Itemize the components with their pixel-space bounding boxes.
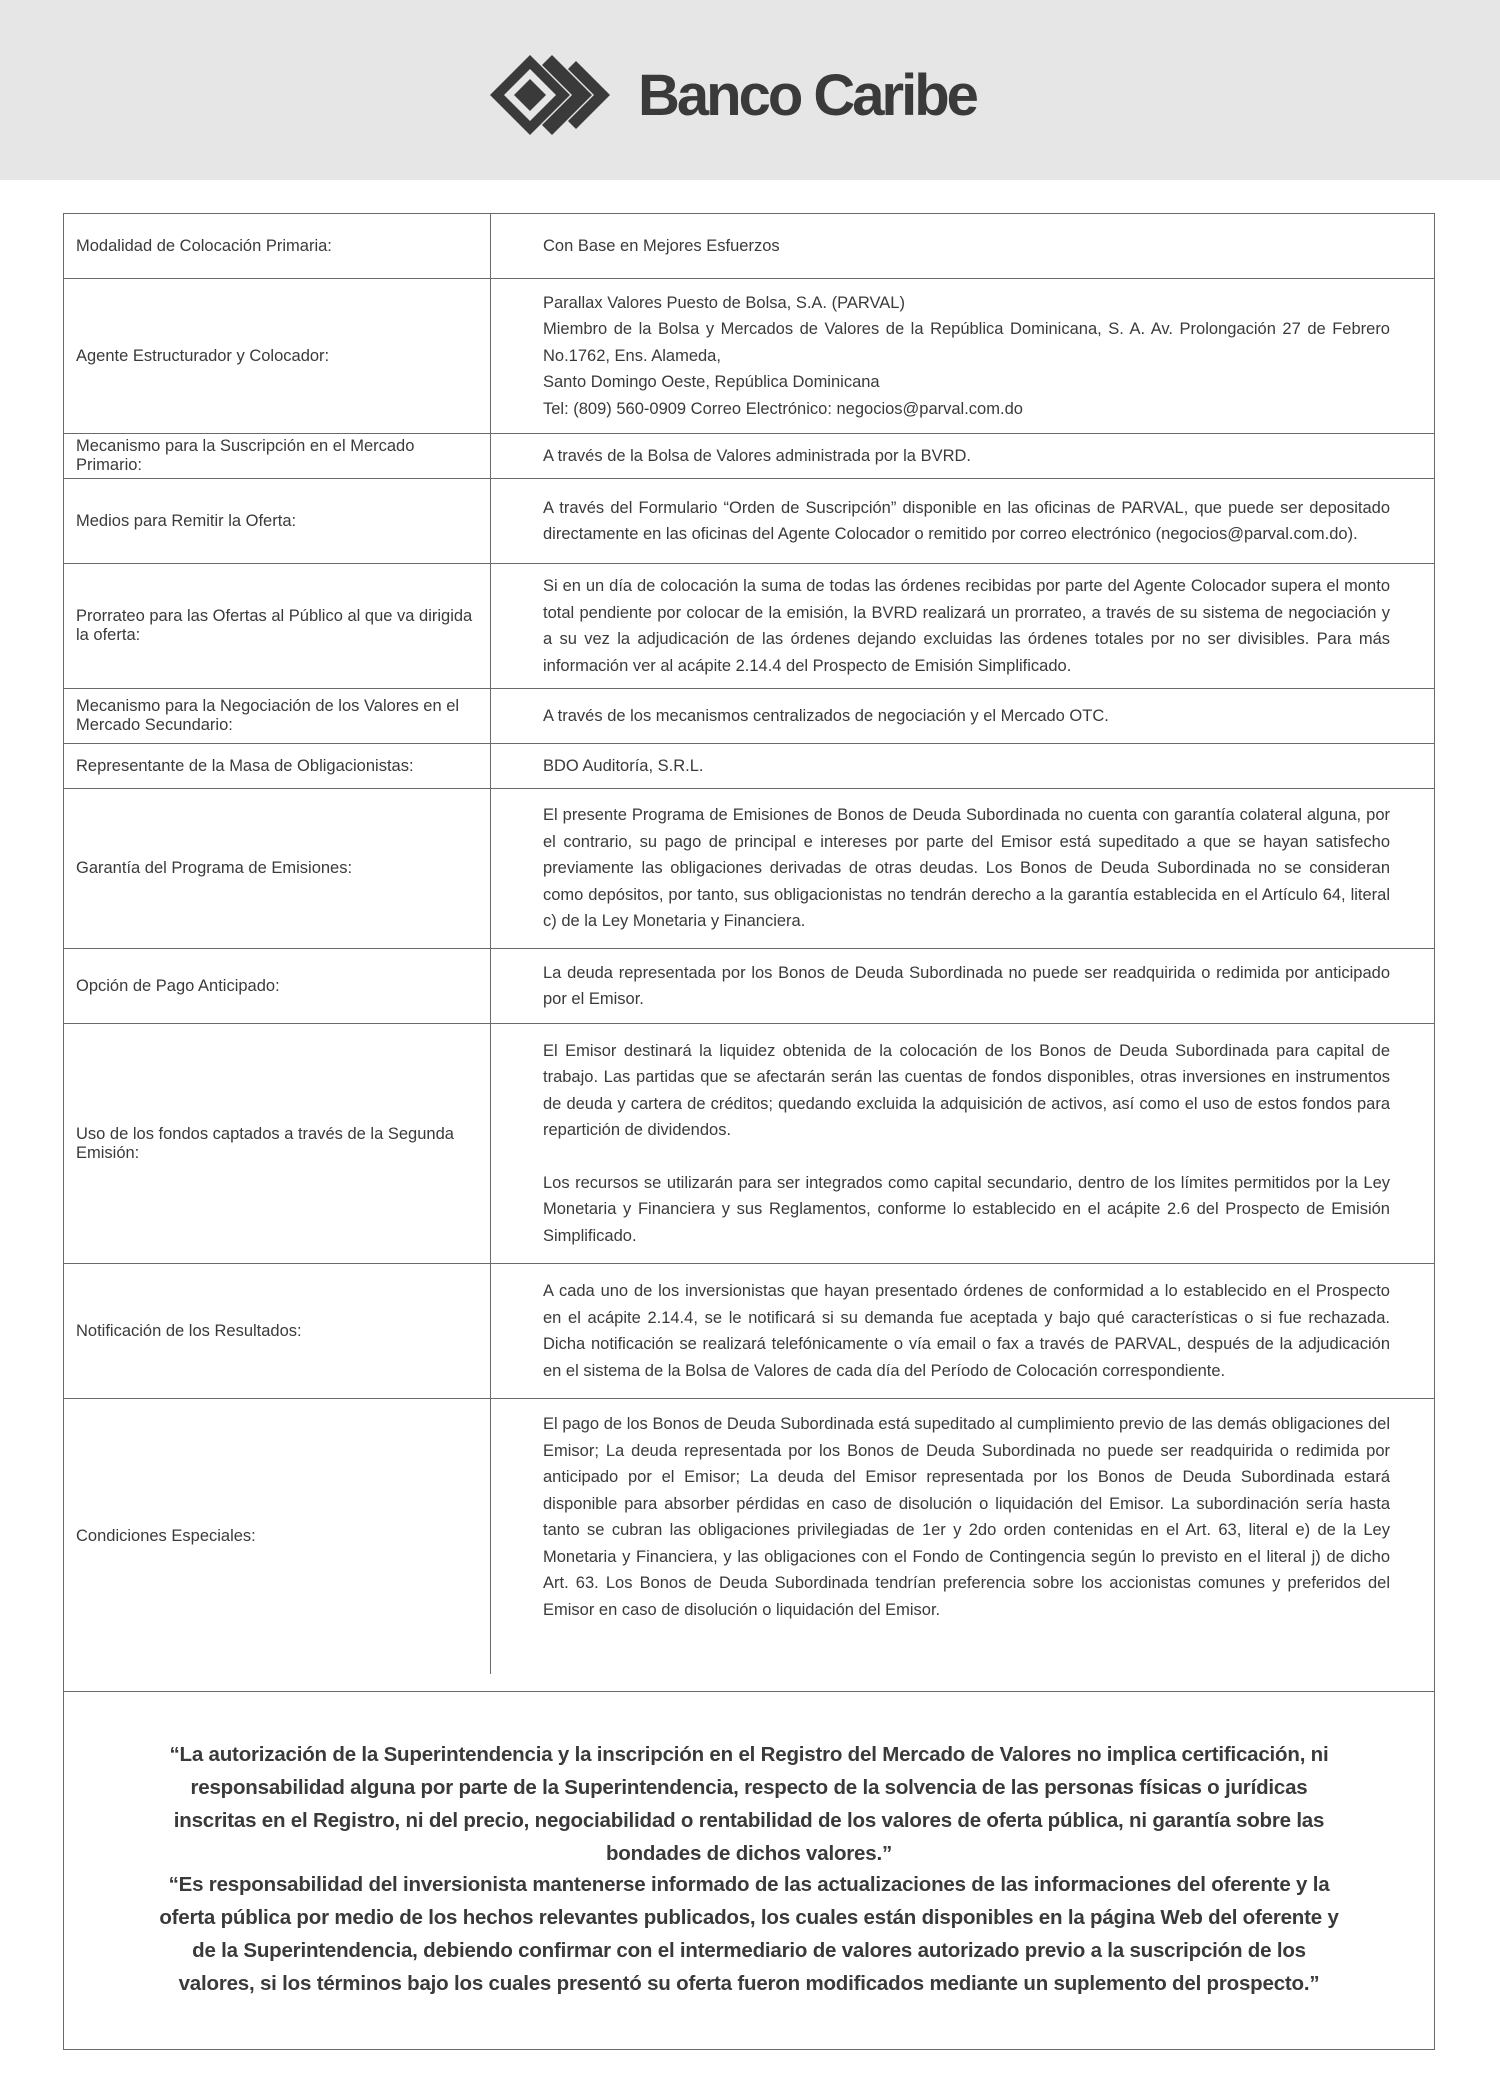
row-value	[491, 214, 1435, 279]
row-value	[491, 789, 1435, 949]
table-row	[64, 789, 1435, 949]
disclaimer-quote-2: “Es responsabilidad del inversionista mantenerse informado de las actualizaciones de las informaciones del oferente y la oferta pública por medio de los hechos relevantes publicados, los cuales están disponibles en la página Web del oferente y de la Superintendencia, debiendo confirmar con el intermediario de valores autorizado previo a la suscripción de los valores, si los términos bajo los cuales presentó su oferta fueron modificados mediante un suplemento del prospecto.”	[159, 1873, 1339, 1995]
table-row	[64, 279, 1435, 434]
row-value-paragraph: A través de la Bolsa de Valores administrada por la BVRD.	[543, 446, 971, 465]
row-value-paragraph: A través del Formulario “Orden de Suscripción” disponible en las oficinas de PARVAL, que puede ser depositado directamente en las oficinas del Agente Colocador o remitido por correo electrónico (negocios@parval.com.do).	[543, 498, 1390, 543]
row-value	[491, 564, 1435, 689]
row-value-paragraph: El Emisor destinará la liquidez obtenida de la colocación de los Bonos de Deuda Subordinada para capital de trabajo. Las partidas que se afectarán serán las cuentas de fondos disponibles, otras inversiones en instrumentos de deuda y cartera de créditos; quedando excluida la adquisición de activos, así como el uso de estos fondos para repartición de dividendos.	[543, 1041, 1390, 1140]
row-value	[491, 689, 1435, 744]
table-row	[64, 479, 1435, 564]
row-value-paragraph: Los recursos se utilizarán para ser integrados como capital secundario, dentro de los límites permitidos por la Ley Monetaria y Financiera y sus Reglamentos, conforme lo establecido en el acápite 2.6 del Prospecto de Emisión Simplificado.	[543, 1173, 1390, 1245]
row-value	[491, 279, 1435, 434]
row-value-paragraph: El pago de los Bonos de Deuda Subordinada está supeditado al cumplimiento previo de las demás obligaciones del Emisor; La deuda representada por los Bonos de Deuda Subordinada no puede ser readquirida o redimida por anticipado por el Emisor; La deuda del Emisor representada por los Bonos de Deuda Subordinada estará disponible para absorber pérdidas en caso de disolución o liquidación del Emisor. La subordinación sería hasta tanto se cubran las obligaciones privilegiadas de 1er y 2do orden contenidas en el Art. 63, literal e) de la Ley Monetaria y Financiera, y las obligaciones con el Fondo de Contingencia según lo previsto en el literal j) de dicho Art. 63. Los Bonos de Deuda Subordinada tendrían preferencia sobre los accionistas comunes y preferidos del Emisor en caso de disolución o liquidación del Emisor.	[543, 1415, 1390, 1619]
row-value-paragraph: La deuda representada por los Bonos de Deuda Subordinada no puede ser readquirida o redimida por anticipado por el Emisor.	[543, 963, 1390, 1008]
row-label: Uso de los fondos captados a través de la Segunda Emisión:	[64, 1024, 491, 1264]
row-label: Representante de la Masa de Obligacionistas:	[64, 744, 491, 789]
table-row	[64, 1264, 1435, 1399]
disclaimer-section	[63, 1691, 1435, 2051]
row-value	[491, 479, 1435, 564]
row-value-paragraph: Si en un día de colocación la suma de todas las órdenes recibidas por parte del Agente Colocador supera el monto total pendiente por colocar de la emisión, la BVRD realizará un prorrateo, a través de su sistema de negociación y a su vez la adjudicación de las órdenes dejando excluidas las órdenes totales por no ser divisibles. Para más información ver al acápite 2.14.4 del Prospecto de Emisión Simplificado.	[543, 577, 1390, 675]
row-label: Condiciones Especiales:	[64, 1399, 491, 1674]
row-label: Modalidad de Colocación Primaria:	[64, 214, 491, 279]
row-value-paragraph: A cada uno de los inversionistas que hayan presentado órdenes de conformidad a lo establecido en el Prospecto en el acápite 2.14.4, se le notificará si su demanda fue aceptada y bajo qué características o si fue rechazada. Dicha notificación se realizará telefónicamente o vía email o fax a través de PARVAL, después de la adjudicación en el sistema de la Bolsa de Valores de cada día del Período de Colocación correspondiente.	[543, 1282, 1390, 1380]
table-row	[64, 949, 1435, 1024]
row-value-paragraph: A través de los mecanismos centralizados de negociación y el Mercado OTC.	[543, 706, 1109, 725]
row-label: Mecanismo para la Negociación de los Valores en el Mercado Secundario:	[64, 689, 491, 744]
row-value	[491, 1024, 1435, 1264]
table-row	[64, 744, 1435, 789]
row-label: Mecanismo para la Suscripción en el Mercado Primario:	[64, 434, 491, 479]
offer-details-table	[63, 213, 1435, 1674]
row-label: Garantía del Programa de Emisiones:	[64, 789, 491, 949]
table-row	[64, 434, 1435, 479]
row-value	[491, 744, 1435, 789]
table-row	[64, 1399, 1435, 1674]
row-value	[491, 434, 1435, 479]
row-value-paragraph: BDO Auditoría, S.R.L.	[543, 756, 704, 775]
row-value-paragraph: El presente Programa de Emisiones de Bonos de Deuda Subordinada no cuenta con garantía colateral alguna, por el contrario, su pago de principal e intereses por parte del Emisor está supeditado a que se hayan satisfecho previamente las obligaciones derivadas de otras deudas. Los Bonos de Deuda Subordinada no se consideran como depósitos, por tanto, sus obligacionistas no tendrán derecho a la garantía establecida en el Artículo 64, literal c) de la Ley Monetaria y Financiera.	[543, 806, 1390, 931]
table-row	[64, 1024, 1435, 1264]
page-header	[0, 0, 1500, 180]
row-label: Medios para Remitir la Oferta:	[64, 479, 491, 564]
row-value	[491, 1399, 1435, 1674]
row-label: Prorrateo para las Ofertas al Público al que va dirigida la oferta:	[64, 564, 491, 689]
row-label: Opción de Pago Anticipado:	[64, 949, 491, 1024]
row-value-paragraph: Parallax Valores Puesto de Bolsa, S.A. (PARVAL) Miembro de la Bolsa y Mercados de Valores de la República Dominicana, S. A. Av. Prolongación 27 de Febrero No.1762, Ens. Alameda, Santo Domingo Oeste, República Dominicana Tel: (809) 560-0909 Correo Electrónico: negocios@parval.com.do	[543, 293, 1390, 418]
row-value	[491, 949, 1435, 1024]
table-row	[64, 564, 1435, 689]
row-label: Agente Estructurador y Colocador:	[64, 279, 491, 434]
row-value-paragraph: Con Base en Mejores Esfuerzos	[543, 236, 780, 255]
table-row	[64, 214, 1435, 279]
row-label: Notificación de los Resultados:	[64, 1264, 491, 1399]
disclaimer-quote-1: “La autorización de la Superintendencia y la inscripción en el Registro del Mercado de Valores no implica certificación, ni responsabilidad alguna por parte de la Superintendencia, respecto de la solvencia de las personas físicas o jurídicas inscritas en el Registro, ni del precio, negociabilidad o rentabilidad de los valores de oferta pública, ni garantía sobre las bondades de dichos valores.”	[169, 1743, 1329, 1865]
banco-caribe-logo-icon	[490, 55, 620, 135]
brand-name: Banco Caribe	[638, 63, 976, 128]
table-row	[64, 689, 1435, 744]
row-value	[491, 1264, 1435, 1399]
